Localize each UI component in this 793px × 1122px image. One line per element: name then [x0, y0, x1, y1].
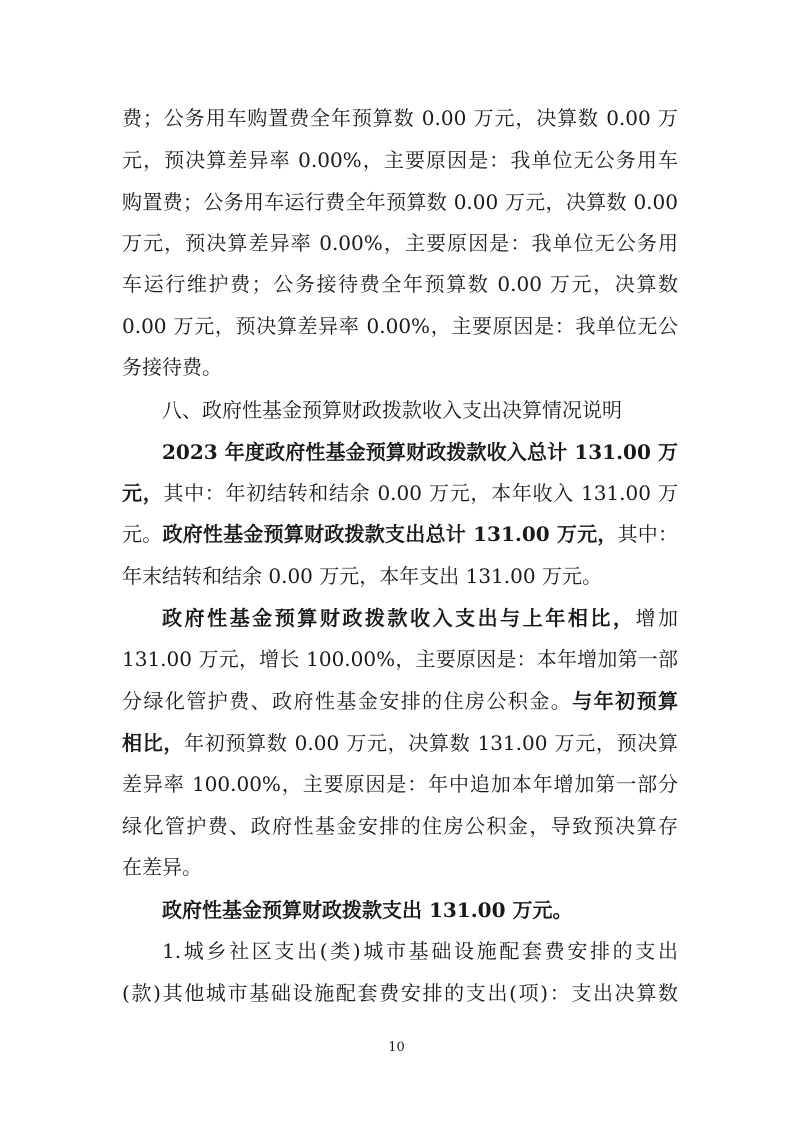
- text-line: 绿化管护费、政府性基金安排的住房公积金，导致预决算存: [122, 814, 678, 838]
- text-line: 年末结转和结余 0.00 万元，本年支出 131.00 万元。: [122, 564, 602, 588]
- text-line: 在差异。: [122, 855, 202, 879]
- bold-text: 政府性基金预算财政拨款收入支出与上年相比，: [162, 606, 636, 630]
- text-line: 差异率 100.00%，主要原因是：年中追加本年增加第一部分: [122, 772, 678, 796]
- text-line: 务接待费。: [122, 355, 222, 379]
- text-line: 购置费；公务用车运行费全年预算数 0.00 万元，决算数 0.00: [122, 190, 678, 214]
- bold-text: 与年初预算: [572, 689, 679, 713]
- text-line: 车运行维护费；公务接待费全年预算数 0.00 万元，决算数: [122, 272, 678, 296]
- text-line: 1.城乡社区支出(类)城市基础设施配套费安排的支出: [162, 939, 678, 963]
- text-line: 2023 年度政府性基金预算财政拨款收入总计 131.00 万: [162, 440, 678, 464]
- page-number: 10: [388, 1040, 405, 1055]
- bold-text: 政府性基金预算财政拨款支出总计 131.00 万元，: [162, 522, 618, 546]
- text-line: (款)其他城市基础设施配套费安排的支出(项)：支出决算数: [122, 981, 678, 1005]
- text-span: 增加: [635, 606, 679, 630]
- bold-text: 相比，: [122, 731, 185, 755]
- text-line: [122, 481, 678, 505]
- section-heading: 八、政府性基金预算财政拨款收入支出决算情况说明: [162, 398, 622, 422]
- text-span: 元。: [122, 522, 163, 546]
- text-line: [122, 689, 678, 713]
- text-span: 年初预算数 0.00 万元，决算数 131.00 万元，预决算: [184, 731, 678, 755]
- text-span: 其中：年初结转和结余 0.00 万元，本年收入 131.00 万: [163, 481, 678, 505]
- text-line: 万元，预决算差异率 0.00%，主要原因是：我单位无公务用: [122, 231, 678, 255]
- text-line: [122, 522, 678, 546]
- text-line: 元，预决算差异率 0.00%，主要原因是：我单位无公务用车: [122, 148, 678, 172]
- bold-text: 元，: [122, 481, 164, 505]
- text-line: 费；公务用车购置费全年预算数 0.00 万元，决算数 0.00 万: [122, 106, 678, 130]
- text-line: 131.00 万元，增长 100.00%，主要原因是：本年增加第一部: [122, 647, 678, 671]
- text-span: 分绿化管护费、政府性基金安排的住房公积金。: [122, 689, 573, 713]
- text-line: 0.00 万元，预决算差异率 0.00%，主要原因是：我单位无公: [122, 314, 678, 338]
- text-line: [122, 731, 678, 755]
- expenditure-heading: 政府性基金预算财政拨款支出 131.00 万元。: [162, 898, 573, 922]
- text-span: 其中：: [617, 522, 679, 546]
- text-line: [162, 606, 678, 630]
